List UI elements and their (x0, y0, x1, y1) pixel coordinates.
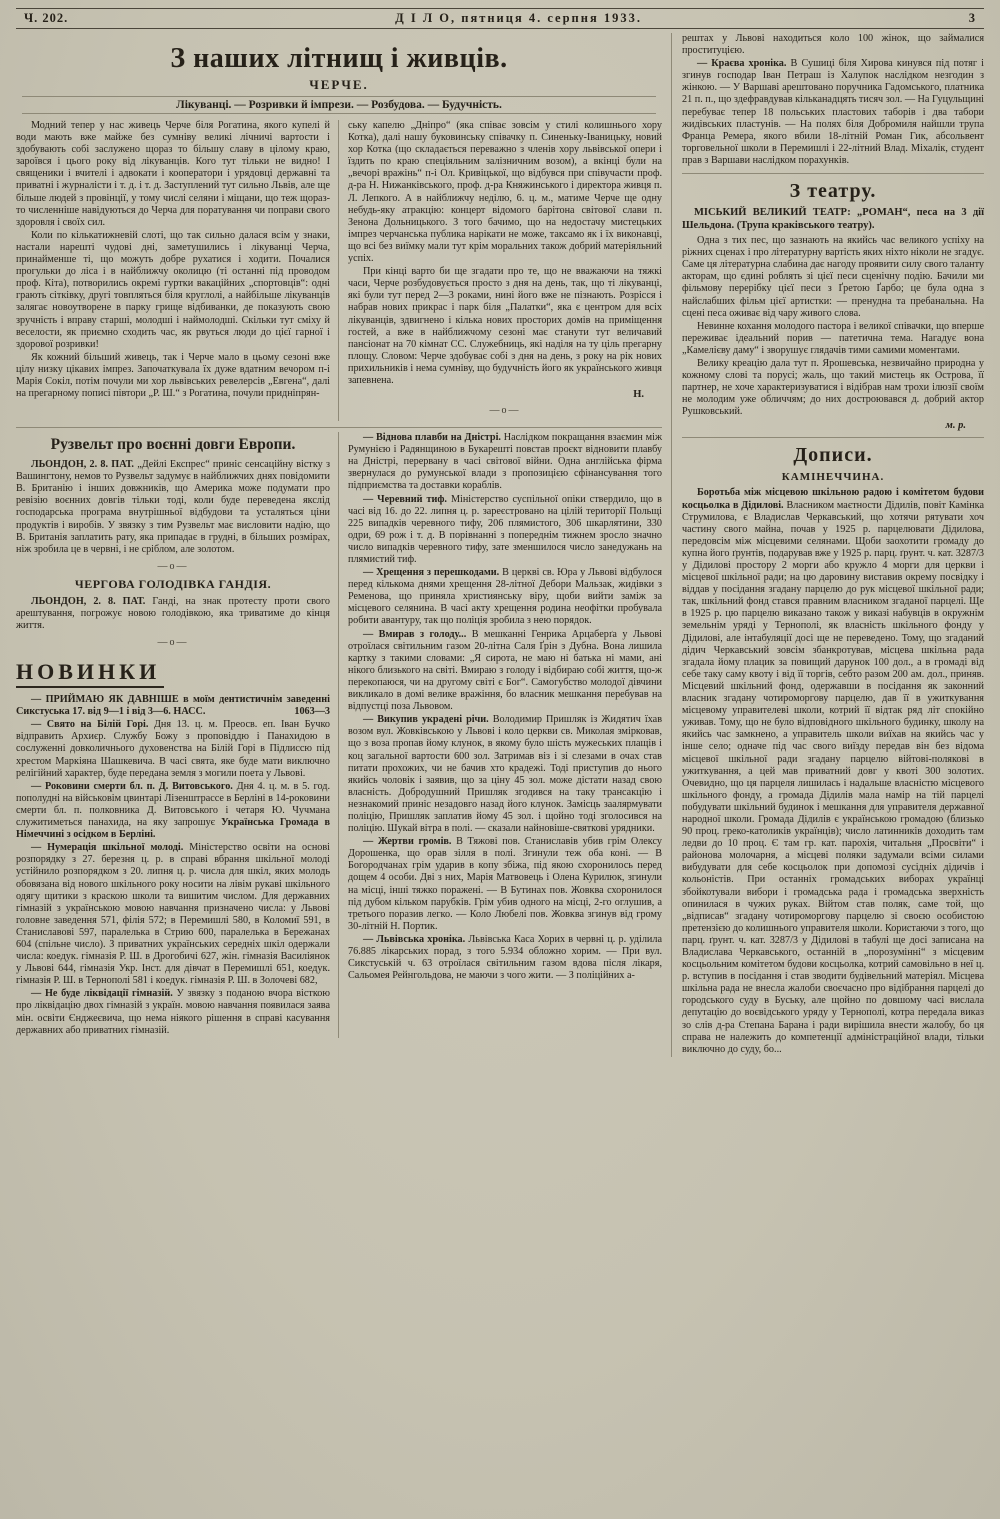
lead-article-column-1 (16, 120, 339, 421)
paragraph: Одна з тих пес, що зазнають на якийсь час великого успіху на ріжних сценах і про літературну вартість яких ніхто ніколи не згадує. Саме ця літературна слабина дає нагоду проявити силу свого таланту акторам, що єдині роблять зі цієї песи сценічну подію. Бачили ми фільмову перерібку цієї песи з Ґретою Ґарбо; це була одна з найслабших фільм цієї артистки: — пренудна та пребанальна. На сцені песа оживає від чару живого слова. (682, 235, 984, 319)
paragraph: — Нумерація шкільної молоді. Міністерство освіти на основі розпорядку з 27. березня ц. р. в справі вбрання шкільної молоді устійнило розпорядком з 20. липня ц. р. числа для шкіл, яких молодь обовязана від нового шкільного року носити на лівім рукаві шкільного одягу щитики з краскою школи та вишитим числом. Для державних гімназій з українською мовою навчання призначено числа: у Львові головне заведення 571, філія 572; в Перемишлі 580, в Коломиї 591, в Станиславові 597, паралелька в Стрию 600, паралелька в Бережанах 604 (спільне число). З приватних українських середніх шкіл одержали числа: коедук. гімназія Р. Ш. в Дрогобичі 627, жін. гімназія Василіянок у Львові 644, гімназія Укр. Інст. для дівчат в Перемишлі 651, коедук. гімназія Р. Ш. в Тернополі 581 і коедук. гімназія Р. Ш. в Золочеві 682, (16, 842, 331, 987)
novynky-title: НОВИНКИ (16, 659, 164, 688)
gandhi-article (16, 577, 330, 648)
page-number: 3 (968, 11, 976, 25)
article-separator: —о— (157, 637, 189, 649)
paragraph: — Свято на Білій Горі. Дня 13. ц. м. Преосв. еп. Іван Бучко відправить Архиєр. Службу Божу з проповіддю і Панахидою в сослуженні довколичнього духовенства на Білій Горі в Підлиссю під хрестом Маркіяна Шашкевича. В часі свята, яке буде мати виключно релігійний характер, буде передана земля з могили поета у Львові. (16, 719, 330, 779)
classified-ad-number: 1063—3 (294, 706, 330, 718)
roosevelt-article-title: Рузвельт про воєнні довги Европи. (50, 436, 296, 454)
paragraph: — Черевний тиф. Міністерство суспільної опіки ствердило, що в часі від 16. до 22. липня ц. р. зареєстровано на цілій території Польщі 225 випадків черевного тифу, 206 плямистого, 306 шкарлятини, 330 одри, 69 рож і т. д. В порівнанні з попереднім тижнем зросло значно число випадків черевного тифу, зате зменшилося число занедужань на плямистий тиф. (348, 493, 662, 565)
paragraph: — Краєва хроніка. В Сушиці біля Хирова кинувся під потяг і згинув господар Іван Петраш із Халупок наслідком незгодин з жінкою. — У Варшаві арештовано поручника Гадомського, платника 21 п. п., що здефравдував кільканадцять тисяч зол. — На Гуцульщині перебуває тепер 18 польських пластових таборів і два табори жидівських пластунів. — На полях біля Добромиля найшли трупа Франца Ремера, якого вбили 18-літній Роман Гик, абсольвент торговельної школи в Перемишлі і 22-літний Влад. Міхалік, студент прав з Варшави наслідком порахунків. (682, 58, 985, 166)
paragraph: — Віднова плавби на Дністрі. Наслідком покращання взаємин між Румунією і Радянщиною в Букарешті повстав проєкт відновити плавбу на Дністрі, перервану в часі світової війни. Одна англійська фірма звернулася до румунської влади з пропозицією сфінансування того підприємства та доставки кораблів. (348, 432, 662, 492)
gandhi-article-body (16, 596, 330, 632)
lead-article-column-2 (339, 120, 662, 421)
novynky-section (16, 653, 330, 1037)
roosevelt-article (16, 436, 330, 572)
paragraph: ську капелю „Дніпро“ (яка співає зовсім у стилі колишнього хору Котка), далі нашу буковинську співачку п. Синеньку-Іваницьку, новий хор Котка (що складається переважно з членів хору львівської опери і їздить по краю спеціяльним залізничним возом), а вкінці були на „вечорі вражінь“ п-і Ол. Кривіцької, що відбувся при співучасти проф. д-ра Н. Нижанківського, проф. д-ра Княжинського і директора живця п. Л. Лепкого. А в найближчу неділю, 6. ц. м., матиме Черче ще одну небудь-яку атракцію: концерт відомого барітона світової слави п. Зенона Дольницького. З того бачимо, що на недостачу мистецьких імпрез черчанська публика нарікати не може, таксамо як і їх виконавці, що всі без виїмку мали тут крім моральних також добрий матеріяльний успіх. (348, 120, 662, 265)
left-column (16, 432, 339, 1038)
paragraph: рештах у Львові находиться коло 100 жінок, що займалися проституцією. (682, 33, 984, 57)
lead-article-column-2-text (348, 120, 662, 387)
right-column-top-items (682, 33, 984, 167)
paragraph: — Викупив украдені річи. Володимир Пришляк із Жидятич їхав возом вул. Жовківською у Львові і коло церкви св. Миколая змірковав, що з воза пропав йому клунок, в якому було шість мужеських плащів і коц загальної вартости 600 зол. Затримав віз і зі слезами в очах став питати прохожих, чи не бачив хто крадежі. Тоді приступив до нього якийсь чоловік і заявив, що за ціну 45 зол. може дістати назад свою власність. Добродушний Пришляк згодився на таку трансакцію і незнакомий приніс незадовго назад його клунок. Замісць заалярмувати поліцію, Пришляк заплатив йому 45 зол. і щойно тоді зголосився на поліцію. Шукай вітра в полі. — сказали найновіше-святкові урядники. (348, 714, 663, 835)
paragraph: Модний тепер у нас живець Черче біля Рогатина, якого купелі й води мають вже майже без сумніву великі лічничі вартости і здобувають собі заслужено щораз то більшу славу в цілому краю, зароївся і цього року від лікуванців. Кого тут тільки не видно! І священики і вчителі і адвокати і кооператори і урядовці державні та приватні і журналісти і т. д. і т. д. Заступлений тут сильно Львів, але ще більше людей з провінції, у тому числі селяни і міщани, що теж щораз-то численніше навідуються до Черча для поратування чи поправи свого здоровля і своїх сил. (16, 120, 330, 228)
paragraph: При кінці варто би ще згадати про те, що не вважаючи на тяжкі часи, Черче розбудовується просто з дня на день, так, що ті лікуванці, які були тут перед 2—3 роками, нині його вже не пізнають. Розрісся і набрав нових прикрас і парк біля „Палатки“, яка є центром для всіх лікуванців, здвигнено і кілька нових просторих домів на приміщення гостей, а вже в найближчому сезоні має станути тут величавий пансіонат на 70 кімнат СС. Служебниць, які наділя на ту ціль прегарну площу. Словом: Черче здобуває собі з дня на день, з року на рік нових прихильників і нема сумніву, що будучність його як українського живця запевнена. (348, 266, 662, 386)
lead-article-body (16, 120, 662, 421)
issue-number: Ч. 202. (24, 11, 69, 25)
theatre-section (682, 173, 984, 431)
paragraph: — Львівська хроніка. Львівська Каса Хорих в червні ц. р. уділила 76.885 лікарських порад, з того 5.934 обложно хорим. — При вул. Сикстуській ч. 63 отроїлася світильним газом вдова після лікаря, Сальомея Рейнгольдова, не маючи з чого жити. — З поліційних а- (348, 933, 662, 982)
article-separator: —о— (489, 405, 521, 417)
paragraph: — Вмирав з голоду... В мешканні Генрика Арцаберґа у Львові отроїлася світильним газом 20-літна Саля Ґрін з Дубна. Вона лишила картку з такими словами: „Я сирота, не маю ні батька ні мами, ані нікого близького на світі. Вмираю з голоду і відбираю собі життя, що-ж перекопаюся, чи на другому світі є Бог“. Самогубство молодої дівчини викликало в домі велике вражіння, бо власник мешкання перебував на відпустці поза Львовом. (348, 628, 662, 713)
theatre-review-lead: МІСЬКИЙ ВЕЛИКИЙ ТЕАТР: „РОМАН“, песа на 3 дії Шельдона. (Трупа краківського театру). (682, 207, 984, 231)
gandhi-article-title: ЧЕРГОВА ГОЛОДІВКА ГАНДІЯ. (74, 576, 272, 591)
theatre-review-body (682, 235, 984, 418)
theatre-section-title: З театру. (789, 180, 877, 203)
roosevelt-article-body (16, 459, 330, 556)
paragraph: — Жертви громів. В Тяжові пов. Станиславів убив грім Олексу Дорошенка, що орав зілля в полі. Згинули теж оба коні. — В Богородчанах грім ударив в копу збіжа, під якою схоронилось перед дощем 4 особи. Дві з них, Марія Матвовець і Олена Курилюк, згинули на місці, інші тяжко поражені. — В Бутинах пов. Жовква схоронилося під дубом кільком парубків. Грім убив одного на місці, 2-го оглушив, а третього поразив легко. — Коло Любелі пов. Жовква згинув від грому 30-літній Н. Портик. (348, 836, 662, 932)
article-separator: —о— (157, 560, 189, 572)
lead-article (16, 43, 662, 421)
middle-column (339, 432, 662, 1038)
novynky-items (16, 694, 330, 1037)
paragraph: Коли по кількатижневій слоті, що так сильно далася всім у знаки, настали нарешті чудові дні, заметушились і лікуванці Черча, принайменше ті, що можуть добре рухатися і ходити. Почалися прогульки до ліса і в найближчу околицю (ті останні під проводом проф. Кіта), потворились окремі гуртки вакаційних „спортовців“: одні грають сітківку, другі товпляться біля круглолі, а найбільше лікуванців залягає новоутворене в парку грище відбиванки, де показують свою зручність і вправу старші, молодші і наймолодші. Скільки тут сміху й веселости, як приємно сходить час, як рвуться люди до цієї гарної і здорової розривки! (16, 229, 330, 350)
newspaper-title-date: Д І Л О, пятниця 4. серпня 1933. (395, 11, 642, 25)
paragraph: — Хрещення з перешкодами. В церкві св. Юра у Львові відбулося перед кількома днями хрещення 28-літної Дебори Мальзак, жидівки з Ременова, що приняла християнську віру, щоби вийти заміж за місцевого селянина. В часі акту хрещення родина неофітки пробувала робити авантуру, так що поліція зробила з нею порядок. (348, 567, 662, 627)
lead-article-deck: Лікуванці. — Розривки й імпрези. — Розбудова. — Будучність. (22, 96, 656, 114)
masthead (16, 8, 984, 29)
middle-column-news-items (348, 432, 662, 982)
paragraph: — ПРИЙМАЮ ЯК ДАВНІШЕ в моїм дентистичнім заведенні Сикстуська 17. від 9—1 і від 3—6. НАСС. 1063—3 (16, 694, 330, 718)
lead-article-title: З наших літнищ і живців. (170, 43, 508, 74)
lower-columns (16, 427, 662, 1038)
paragraph: — Роковини смерти бл. п. Д. Витовського. Дня 4. ц. м. в 5. год. пополудні на військовім цвинтарі Лізенштрассе в Берліні в 14-роковини смерти бл. п. полковника Д. Витовського і четаря Ю. Чучмана служитиметься панахида, на яку запрошує Українська Громада в Німеччині з осідком в Берліні. (16, 780, 330, 841)
paragraph: ЛЬОНДОН, 2. 8. ПАТ. Ганді, на знак протесту проти свого арештування, погрожує новою голодівкою, яка триватиме до кінця життя. (16, 595, 330, 631)
left-two-column-area (16, 33, 662, 1057)
paragraph: ЛЬОНДОН, 2. 8. ПАТ. „Дейлі Експрес“ приніс сенсаційну вістку з Вашингтону, немов то Рузвельт задумує в найближчих днях повідомити В. Британію і інших довжників, що Америка може подумати про ревізію воєнних довгів тільки тоді, коли буде переведена якслід господарська програма внутрішньої відбудови та усталяться ціни продуктів і виробів. У звязку з тим Рузвельт має висловити надію, що В. Британія заплатить рату, яка припадає в грудні, в більших розмірах, ніж зробила це в червні, і не сріблом, але золотом. (16, 459, 331, 555)
page-content (16, 33, 984, 1057)
paragraph: Невинне кохання молодого пастора і великої співачки, що вперше переживає ідеальний порив — патетична тема. Нагадує вона „Камелієву даму“ і зворушує глядачів тими самими моментами. (682, 320, 984, 356)
paragraph: — Не буде ліквідації гімназій. У звязку з поданою вчора вісткою про ліквідацію двох гімназій з україн. мовою навчання появилася заява мін. освіти Єнджеєвича, що нема ніякого рішення в справі касування державних або приватних гімназій. (16, 988, 330, 1036)
theatre-review-signature: м. р. (945, 420, 966, 432)
paragraph: Велику креацію дала тут п. Ярошевська, незвичайно природна у кожному слові та порусі; жаль, що такий мистець як Острова, її партнер, не хоче характеризуватися і відібрав нам трохи ілюзії своїм не молодим уже обличчям; до них достроювався д. добрий актор Рушковський. (682, 357, 984, 418)
lead-article-signature: Н. (633, 389, 644, 401)
dopysy-body (682, 487, 984, 1055)
dopysy-region-subtitle: КАМІНЕЧЧИНА. (781, 471, 885, 484)
paragraph: Боротьба між місцевою шкільною радою і комітетом будови косцьолка в Дідилові. Власником маєтности Дідилів, повіт Камінка Струмилова, є Владислав Черкавський, що хотячи рятувати хоч частину свого майна, почав у 1925 р. парцелювати Дідилова, передовсім між місцевими селянами. Щоби заохотити громаду до купна його ґрунтів, подарував вже у 1925 р. парц. ґрунт. ч. кат. 3287/3 у Дідилові простору 2 морги або кружло 4 морги для церкви і місцевої шкільної ради; на цю даровину виставив окрему посвідку і віддав у посідання згадану парцелю до рук місцевої шкільної ради; так, шкільний фонд стався правним власником згаданої парцелі. Ще в 1925 р. цю парцелю виказано також у виказі набувців в окружнім земельнім уряді у Тернополі, як власність шкільного фонду у Дідилові, але інтабуляції досі ще не переведено. Тому, що згаданий дідич Черкавський зовсім збанкротував, місцева шкільна рада згадала йому плацик за повищий дарунок 100 дол., а в громаді від себе таку саму квоту і від її торгів, себто разом 200 ам. дол., приняв. Місцевий шкільний фонд, одержавши в посідання як законний власник згадану чотироморгову парцелю, дав її в ужиткування місцевому управителеві школи, котрий її відтак ряд літ спокійно уживав. Тому, що не було відповідного шкільного будинку, школу на якийсь час замкнено, а управитель школи виїхав на якийсь час у інше село; одначе під час свого виїзду передав він без відома місцевої шкільної ради згадану парцелю війтові-полякові в ужиткування, а цей мав приватний довг у квоті 300 золотих. Очевидно, що ця парцеля лишилась і надальше власністю місцевого шкільного фонду, а громада Дідилів мала намір на тій парцелі побудувати шкільний будинок і мешкання для управителя державної народної школи. Громада Дідилів є українською громадою (близько 90 проц. греко-католиків українців); число латинників доходить там ледви до 10 проц. Є там гр. кат. парохія, читальня „Просвіти“ і районова молочарня, а місцеві поляки задумали всіми силами вибудувати для себе косцьолок при допомозі сусідніх дідичів і кольоністів. При останніх громадських виборах українці збойкотували вибори і громадська рада і громадська зверхність опинилася в чужих руках. Війтом став поляк, саме той, що „відписав“ згадану чотироморгову парцелю зі своєю особистою претензією до колишнього управителя школи. Користаючи з того, що парц. ґрунт. ч. кат. 3287/3 у Дідилові в табулі ще досі записана на Владислава Черкавського, останній в „порозумінні“ з місцевим косцьольним комітетом будови косцьолка, котрий самовільно в неї ц. р. вступив в посідання і став зводити будівельний матеріял. Місцева шкільна рада не внесла жалоби своєчасно про відібрання парцелі до городського суду в Буську, але щойно по довшому часі вислала депутацію до воєвідського уряду у Тернополі, котра передала виказ зо слів д-ра Степана Барана і ради вирішила внести жалобу, бо ця справа не належить до компетенції адміністраційної влади, тільки виключно до суду, бо... (682, 487, 985, 1055)
paragraph: Як кожний більший живець, так і Черче мало в цьому сезоні вже цілу низку цікавих імпрез. Започаткувала їх дуже вдатним вечором п-і Марія Сокіл, потім почули ми хор львівських ревелерсів „Евгена“, далі на прегарному пописі півтори „Р. Ш.“ з Рогатина, почули придніпрян- (16, 351, 330, 400)
dopysy-section-title: Дописи. (793, 444, 873, 467)
lead-article-subtitle: ЧЕРЧЕ. (309, 77, 369, 92)
dopysy-section (682, 437, 984, 1055)
right-column (671, 33, 984, 1057)
